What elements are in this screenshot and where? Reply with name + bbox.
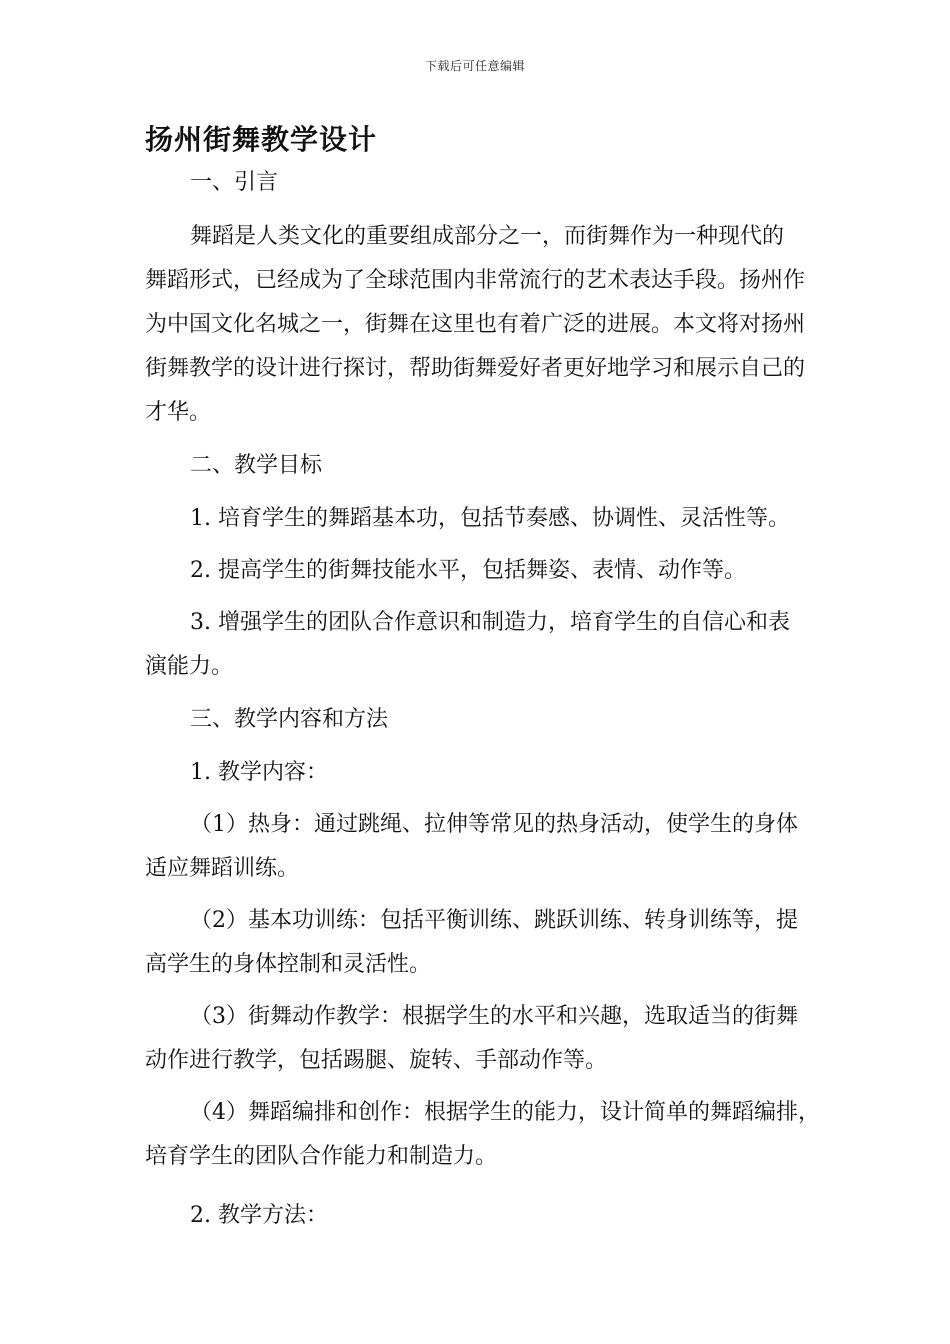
- intro-paragraph: 舞蹈是人类文化的重要组成部分之一，而街舞作为一种现代的舞蹈形式，已经成为了全球范围内非常流行的艺术表达手段。扬州作为中国文化名城之一，街舞在这里也有着广泛的进展。本文将对扬州街舞教学的设计进行探讨，帮助街舞爱好者更好地学习和展示自己的才华。: [145, 224, 806, 425]
- content-label: 1. 教学内容：: [190, 760, 328, 785]
- content-item: （1）热身：通过跳绳、拉伸等常见的热身活动，使学生的身体适应舞蹈训练。: [145, 812, 798, 881]
- objective-item: 2. 提高学生的街舞技能水平，包括舞姿、表情、动作等。: [190, 558, 746, 583]
- section-heading-objectives: 二、教学目标: [190, 453, 323, 478]
- objective-item: 1. 培育学生的舞蹈基本功，包括节奏感、协调性、灵活性等。: [190, 506, 790, 531]
- section-heading-intro: 一、引言: [190, 170, 279, 195]
- content-item: （3）街舞动作教学：根据学生的水平和兴趣，选取适当的街舞动作进行教学，包括踢腿、旋转、手部动作等。: [145, 1004, 798, 1073]
- document-title: 扬州街舞教学设计: [145, 123, 378, 156]
- objective-item: 3. 增强学生的团队合作意识和制造力，培育学生的自信心和表演能力。: [145, 610, 790, 679]
- header-note: 下载后可任意编辑: [424, 59, 525, 73]
- method-label: 2. 教学方法：: [190, 1203, 328, 1228]
- section-heading-content-methods: 三、教学内容和方法: [190, 707, 389, 732]
- content-item: （4）舞蹈编排和创作：根据学生的能力，设计简单的舞蹈编排，培育学生的团队合作能力和制造力。: [145, 1100, 820, 1169]
- content-item: （2）基本功训练：包括平衡训练、跳跃训练、转身训练等，提高学生的身体控制和灵活性。: [145, 908, 798, 977]
